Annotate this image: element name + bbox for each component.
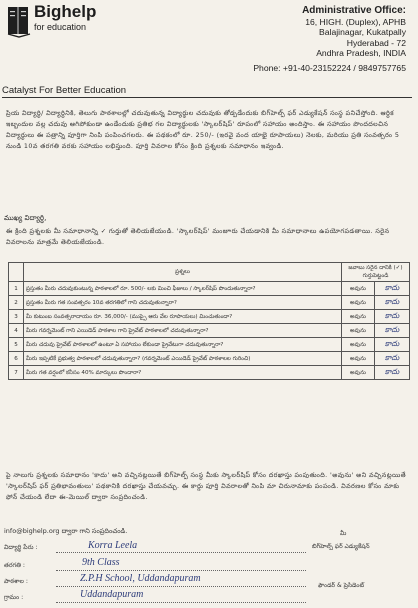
signature-organisation: బిగ్‌హెల్ప్ ఫర్ ఎడ్యుకేషన్ (312, 543, 370, 550)
row-number: 4 (9, 324, 24, 338)
class-value: 9th Class (82, 557, 120, 568)
row-yes-option: అవును (342, 366, 375, 380)
row-handwritten-answer: కాదు (375, 282, 410, 296)
header-divider (2, 97, 412, 98)
class-label: తరగతి : (4, 562, 25, 569)
village-value: Uddandapuram (80, 589, 144, 600)
questions-table (8, 262, 410, 380)
row-handwritten-answer: కాదు (375, 366, 410, 380)
signature-role: ఫౌండర్ & ప్రెసిడెంట్ (318, 582, 365, 589)
row-question: మీరు చదువు ప్రైవేట్ పాఠశాలలో ఉంటూ ఏ సహాయం లేకుండా ప్రైవేటుగా చదువుతున్నారా? (24, 338, 342, 352)
row-yes-option: అవును (342, 282, 375, 296)
row-number: 2 (9, 296, 24, 310)
contact-email: info@bighelp.org ద్వారా గాని సంప్రదించండి. (4, 527, 128, 535)
brand-name: Bighelp (34, 2, 97, 21)
section-paragraph: ఈ క్రింది ప్రశ్నలకు మీ సమాధానాన్ని ✓ గుర్తుతో తెలియజేయండి. 'స్కాలర్‌షిప్' మంజూరు చేయడానికి మీ సమాధానాలు ఉపయోగపడతాయి. సరైన వివరాలను మాత్రమే తెలియజేయండి. (6, 227, 390, 247)
school-line (56, 586, 306, 587)
table-row (9, 282, 410, 296)
row-question: ప్రస్తుతం మీరు చదువుకుంటున్న పాఠశాలలో రూ. 500/- లకు మించి ఫీజులు / స్కాలర్‌షిప్ పొందుతున్నారా? (24, 282, 342, 296)
student-name-line (56, 552, 306, 553)
letterhead (0, 0, 418, 105)
table-row (9, 324, 410, 338)
row-number: 7 (9, 366, 24, 380)
row-handwritten-answer: కాదు (375, 338, 410, 352)
table-row (9, 338, 410, 352)
signature-salutation: మీ (340, 530, 347, 537)
school-label: పాఠశాల : (4, 578, 28, 585)
row-number: 6 (9, 352, 24, 366)
office-address (253, 6, 406, 74)
section-title: ముఖ్య విద్యార్థి, (4, 214, 47, 222)
row-yes-option: అవును (342, 338, 375, 352)
row-number: 1 (9, 282, 24, 296)
tagline: Catalyst For Better Education (2, 85, 127, 96)
row-yes-option: అవును (342, 310, 375, 324)
intro-paragraph: ప్రియ విద్యార్థి/ విద్యార్థినికి, తెలుగు పాఠశాలల్లో చదువుతున్న విద్యార్థుల చదువుకు తోడ్పడేందుకు బిగ్‌హెల్ప్ ఫర్ ఎడ్యుకేషన్ సంస్థ పనిచేస్తోంది. ఆర్థిక ఇబ్బందుల వల్ల చదువు ఆగిపోకుండా ఉండేందుకు ప్రతిభ గల విద్యార్థులకు 'స్కాలర్‌షిప్' రూపంలో సహాయం అందిస్తాం. ఈ సహాయం పొందదలచిన విద్యార్థులు ఈ పత్రాన్ని పూర్తిగా నింపి పంపించగలరు. ఈ పథకంలో రూ. 250/- (ఇరవై వంద యాభై రూపాయలు) నెలకు, మరియు ప్రతి సంవత్సరం 5 నుండి 10వ తరగతి వరకు సహాయం లభిస్తుంది. పూర్తి వివరాల కోసం క్రింది ప్రశ్నలకు సమాధానం ఇవ్వండి. (6, 109, 400, 151)
table-row (9, 296, 410, 310)
table-header-cell (9, 263, 24, 282)
row-handwritten-answer: కాదు (375, 352, 410, 366)
row-yes-option: అవును (342, 352, 375, 366)
row-number: 3 (9, 310, 24, 324)
table-row (9, 310, 410, 324)
office-line: 16, HIGH. (Duplex), APHB (305, 16, 406, 27)
row-yes-option: అవును (342, 324, 375, 338)
office-title: Administrative Office: (302, 5, 406, 16)
table-header-answer: జవాబు సరైన దానికి (✓) గుర్తుపెట్టండి (342, 263, 410, 282)
office-line: Hyderabad - 72 (346, 37, 406, 48)
row-yes-option: అవును (342, 296, 375, 310)
row-handwritten-answer: కాదు (375, 310, 410, 324)
row-handwritten-answer: కాదు (375, 296, 410, 310)
row-handwritten-answer: కాదు (375, 324, 410, 338)
office-line: Andhra Pradesh, INDIA (316, 48, 406, 59)
table-row (9, 352, 410, 366)
row-question: ప్రస్తుతం మీరు గత సంవత్సరం 10వ తరగతిలో గాని చదువుతున్నారా? (24, 296, 342, 310)
row-question: మీరు గత వర్షంలో కనీసం 40% మార్కులు పొందారా? (24, 366, 342, 380)
row-number: 5 (9, 338, 24, 352)
village-label: గ్రామం : (4, 594, 24, 601)
book-logo-icon (6, 4, 32, 38)
office-phone: Phone: +91-40-23152224 / 9849757765 (253, 62, 406, 73)
table-row (9, 366, 410, 380)
village-line (56, 602, 306, 603)
brand-subtitle: for education (34, 22, 87, 32)
class-line (56, 570, 306, 571)
row-question: మీ కుటుంబ సంవత్సరాదాయం రూ. 36,000/- (ముప్పై ఆరు వేల రూపాయలు) మించుతుందా? (24, 310, 342, 324)
school-value: Z.P.H School, Uddandapuram (80, 573, 201, 584)
row-question: మీరు గవర్నమెంట్ గాని ఎయిడెడ్ పాఠశాల గాని ప్రైవేట్ పాఠశాలలో చదువుతున్నారా? (24, 324, 342, 338)
student-name-label: విద్యార్థి పేరు : (4, 544, 38, 551)
table-header-question: ప్రశ్నలు (24, 263, 342, 282)
table-header-row (9, 263, 410, 282)
closing-paragraph: పై నాలుగు ప్రశ్నలకు సమాధానం 'కాదు' అని వచ్చినట్లయితే బిగ్‌హెల్ప్ సంస్థ మీకు స్కాలర్‌షిప్ కోసం దరఖాస్తు పంపుతుంది. 'అవును' అని వచ్చినట్లయితే 'స్కాలర్‌షిప్ ఫర్ ప్రతిభావంతులు' పథకానికి దరఖాస్తు చేయవచ్చు. ఈ కార్డు పూర్తి వివరాలతో నింపి మా చిరునామాకు పంపండి. వివరణల కోసం మాకు ఫోన్ చేయండి లేదా ఈ-మెయిల్ ద్వారా సంప్రదించండి. (6, 471, 407, 502)
row-question: మీరు ఇప్పటికే ప్రభుత్వ పాఠశాలలో చదువుతున్నారా? (గవర్నమెంట్ ఎయిడెడ్ ప్రైవేట్ పాఠశాలల గురించి) (24, 352, 342, 366)
office-line: Balajinagar, Kukatpally (319, 27, 406, 38)
student-name-value: Korra Leela (88, 540, 138, 551)
